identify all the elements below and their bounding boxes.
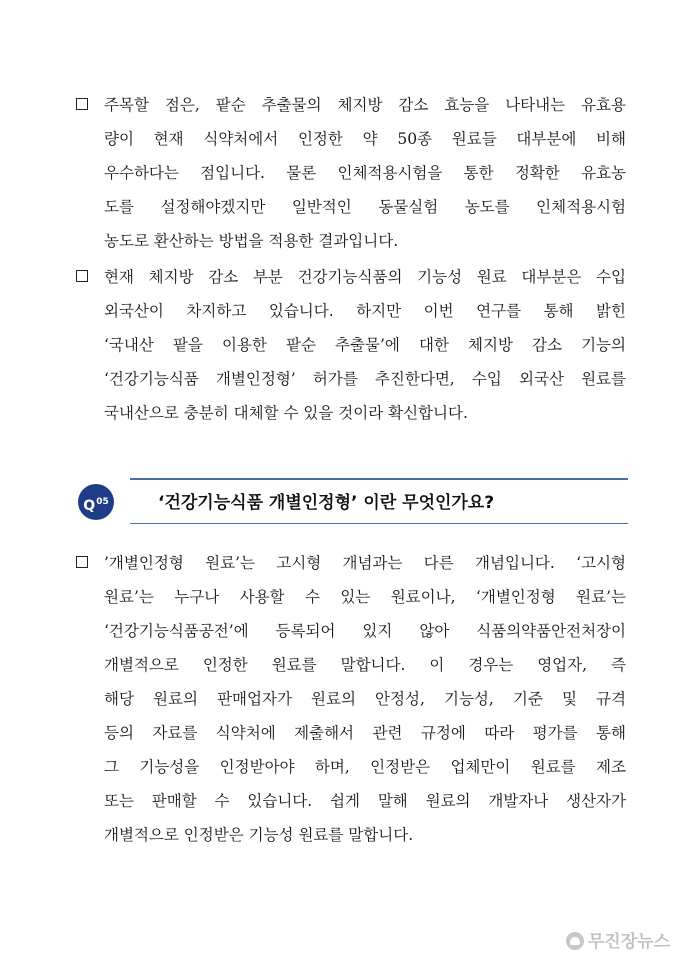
text-line: ‘건강기능식품 개별인정형’ 허가를 추진한다면, 수입 외국산 원료를 — [104, 370, 626, 388]
text-line: ‘국내산 팥을 이용한 팥순 추출물’에 대한 체지방 감소 기능의 — [104, 336, 626, 354]
text-line: 우수하다는 점입니다. 물론 인체적용시험을 통한 정확한 유효농 — [104, 164, 626, 182]
text-line: 또는 판매할 수 있습니다. 쉽게 말해 원료의 개발자나 생산자가 — [104, 792, 626, 810]
watermark-logo: 무진장뉴스 — [566, 927, 670, 952]
text-line: 외국산이 차지하고 있습니다. 하지만 이번 연구를 통해 밝힌 — [104, 302, 626, 320]
text-line: 현재 체지방 감소 부분 건강기능식품의 기능성 원료 대부분은 수입 — [104, 268, 626, 286]
heading-rule-bottom — [130, 523, 628, 525]
watermark-icon — [566, 932, 584, 950]
text-line: 그 기능성을 인정받아야 하며, 인정받은 업체만이 원료를 제조 — [104, 758, 626, 776]
heading-rule-top — [130, 478, 628, 480]
paragraph-3 — [74, 546, 626, 852]
text-line: 도를 설정해야겠지만 일반적인 동물실험 농도를 인체적용시험 — [104, 198, 626, 216]
text-line: 주목할 점은, 팥순 추출물의 체지방 감소 효능을 나타내는 유효용 — [104, 96, 626, 114]
text-line: 개별적으로 인정한 원료를 말합니다. 이 경우는 영업자, 즉 — [104, 656, 626, 674]
paragraph-1 — [74, 88, 626, 258]
text-line: 량이 현재 식약처에서 인정한 약 50종 원료들 대부분에 비해 — [104, 130, 626, 148]
text-line: 해당 원료의 판매업자가 원료의 안정성, 기능성, 기준 및 규격 — [104, 690, 626, 708]
text-line: 개별적으로 인정받은 기능성 원료를 말합니다. — [104, 826, 414, 844]
question-title: ‘건강기능식품 개별인정형’ 이란 무엇인가요? — [158, 493, 495, 513]
text-line: ’개별인정형 원료’는 고시형 개념과는 다른 개념입니다. ‘고시형 — [104, 554, 626, 572]
text-line: 국내산으로 충분히 대체할 수 있을 것이라 확신합니다. — [104, 404, 468, 422]
text-line: ‘건강기능식품공전’에 등록되어 있지 않아 식품의약품안전처장이 — [104, 622, 626, 640]
text-line: 원료’는 누구나 사용할 수 있는 원료이나, ‘개별인정형 원료’는 — [104, 588, 626, 606]
text-line: 등의 자료를 식약처에 제출해서 관련 규정에 따라 평가를 통해 — [104, 724, 626, 742]
question-heading — [72, 474, 628, 526]
text-line: 농도로 환산하는 방법을 적용한 결과입니다. — [104, 232, 399, 250]
question-number-badge: $Q^{05}$ — [78, 484, 114, 520]
paragraph-2 — [74, 260, 626, 430]
